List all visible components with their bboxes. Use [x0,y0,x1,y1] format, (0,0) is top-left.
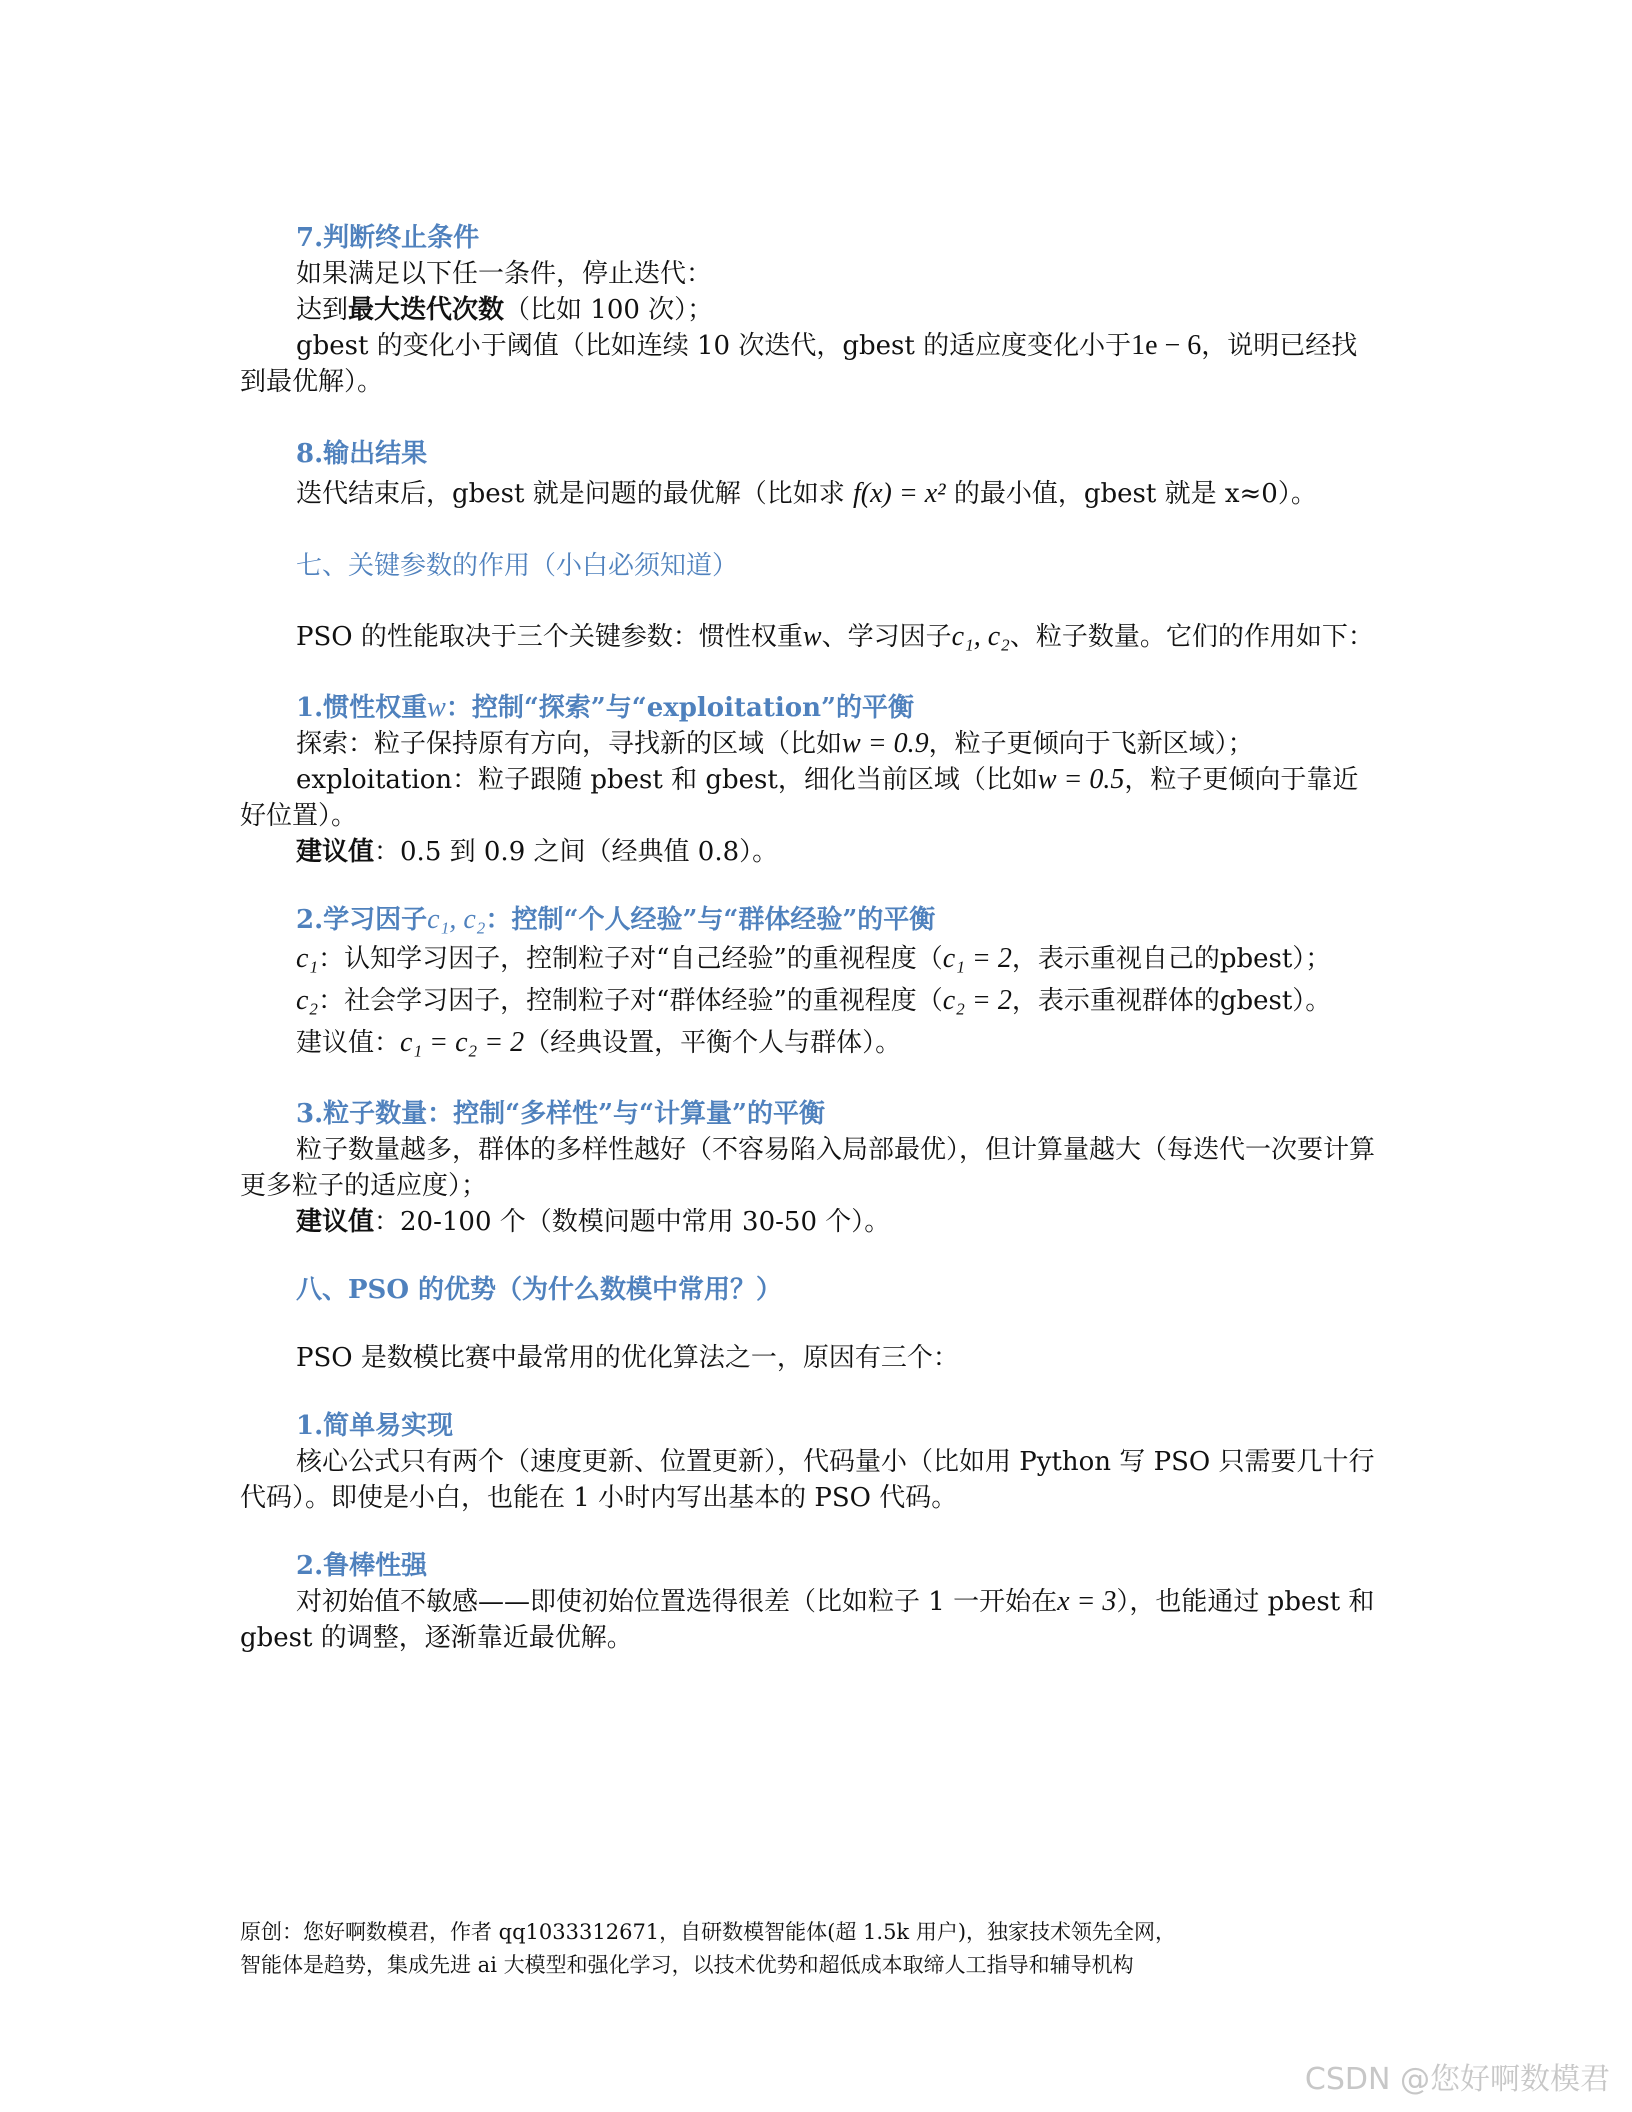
math-symbol: w [802,621,822,652]
text: 、学习因子 [821,622,952,652]
paragraph [240,938,1380,980]
text: ：20-100 个（数模问题中常用 30-50 个）。 [374,1207,891,1237]
text: 探索：粒子保持原有方向，寻找新的区域（比如 [296,729,843,759]
paragraph: PSO 是数模比赛中最常用的优化算法之一，原因有三个： [296,1343,959,1373]
text: PSO 的性能取决于三个关键参数：惯性权重 [296,622,803,652]
math-expression: c₂ = 2 [942,985,1012,1016]
paragraph [240,328,1380,400]
paragraph [240,1584,1380,1656]
math-symbol: c₁ [296,943,319,974]
text: 达到 [296,295,349,325]
paragraph [240,1204,1380,1240]
text: 1.惯性权重 [296,693,428,723]
section-heading-8: 8.输出结果 [296,439,428,469]
page-footer [240,1916,1380,1982]
text: ），也能通过 pbest 和 gbest 的调整，逐渐靠近最优解。 [240,1587,1375,1653]
text: gbest 的变化小于阈值（比如连续 10 次迭代，gbest 的适应度变化小于 [296,331,1132,361]
math-expression: 1e − 6 [1131,330,1202,361]
subsection-heading-learning [240,902,1380,938]
text: ，粒子更倾向于靠近好位置）。 [240,765,1359,831]
bold-text: 最大迭代次数 [348,295,505,325]
text: ，表示重视自己的pbest）； [1011,944,1332,974]
math-symbol: c₂ [296,985,319,1016]
subsection-heading-inertia [240,690,1380,726]
subsection-heading-robust: 2.鲁棒性强 [296,1551,428,1581]
document-body [240,220,1380,1656]
text: ：控制“个人经验”与“群体经验”的平衡 [485,905,936,935]
section-heading-7: 7.判断终止条件 [296,223,480,253]
paragraph [240,980,1380,1022]
paragraph [240,762,1380,834]
csdn-watermark: CSDN @您好啊数模君 [1304,2062,1610,2097]
chapter-heading-8: 八、PSO 的优势（为什么数模中常用？） [296,1275,783,1305]
paragraph [240,292,1380,328]
math-expression: x = 3 [1057,1586,1117,1617]
math-expression: c₁ = 2 [942,943,1012,974]
math-symbol: w [427,692,446,723]
text: ，粒子更倾向于飞新区域）； [928,729,1254,759]
text: 对初始值不敏感——即使初始位置选得很差（比如粒子 1 一开始在 [296,1587,1058,1617]
math-expression: w = 0.9 [842,728,929,759]
subsection-heading-simple: 1.简单易实现 [296,1411,454,1441]
text: ：社会学习因子，控制粒子对“群体经验”的重视程度（ [318,986,943,1016]
bold-text: 建议值 [296,1207,375,1237]
text: ，表示重视群体的gbest）。 [1011,986,1332,1016]
text: ：控制“探索”与“exploitation”的平衡 [445,693,914,723]
math-symbol: c₁, c₂ [951,621,1010,652]
bold-text: 建议值 [296,837,375,867]
text: 的最小值，gbest 就是 x≈0）。 [953,479,1317,509]
text: 建议值： [296,1028,401,1058]
chapter-heading-7: 七、关键参数的作用（小白必须知道） [296,551,739,581]
paragraph [240,472,1380,516]
text: ：0.5 到 0.9 之间（经典值 0.8）。 [374,837,779,867]
paragraph: 如果满足以下任一条件，停止迭代： [296,259,713,289]
paragraph [240,834,1380,870]
text: 2.学习因子 [296,905,428,935]
footer-line: 智能体是趋势，集成先进 ai 大模型和强化学习，以技术优势和超低成本取缔人工指导和辅导机构 [240,1953,1134,1977]
text: （比如 100 次）； [504,295,714,325]
subsection-heading-particles: 3.粒子数量：控制“多样性”与“计算量”的平衡 [296,1099,825,1129]
math-symbol: c₁, c₂ [427,904,486,935]
text: （经典设置，平衡个人与群体）。 [524,1028,902,1058]
paragraph [240,616,1380,658]
math-expression: w = 0.5 [1037,764,1125,795]
math-expression: c₁ = c₂ = 2 [400,1027,525,1058]
text: exploitation：粒子跟随 pbest 和 gbest，细化当前区域（比如 [296,765,1038,795]
paragraph: 粒子数量越多，群体的多样性越好（不容易陷入局部最优），但计算量越大（每迭代一次要计算更多粒子的适应度）； [240,1135,1376,1201]
footer-line: 原创：您好啊数模君，作者 qq1033312671，自研数模智能体(超 1.5k 用户)，独家技术领先全网， [240,1920,1177,1944]
text: 、粒子数量。它们的作用如下： [1009,622,1374,652]
paragraph [240,1022,1380,1064]
text: 迭代结束后，gbest 就是问题的最优解（比如求 [296,479,845,509]
text: ，说明已经找到最优解）。 [240,331,1358,397]
paragraph: 核心公式只有两个（速度更新、位置更新），代码量小（比如用 Python 写 PSO 只需要几十行代码）。即使是小白，也能在 1 小时内写出基本的 PSO 代码。 [240,1447,1375,1513]
text: ：认知学习因子，控制粒子对“自己经验”的重视程度（ [318,944,943,974]
math-formula: f(x) = x² [853,478,946,509]
paragraph [240,726,1380,762]
